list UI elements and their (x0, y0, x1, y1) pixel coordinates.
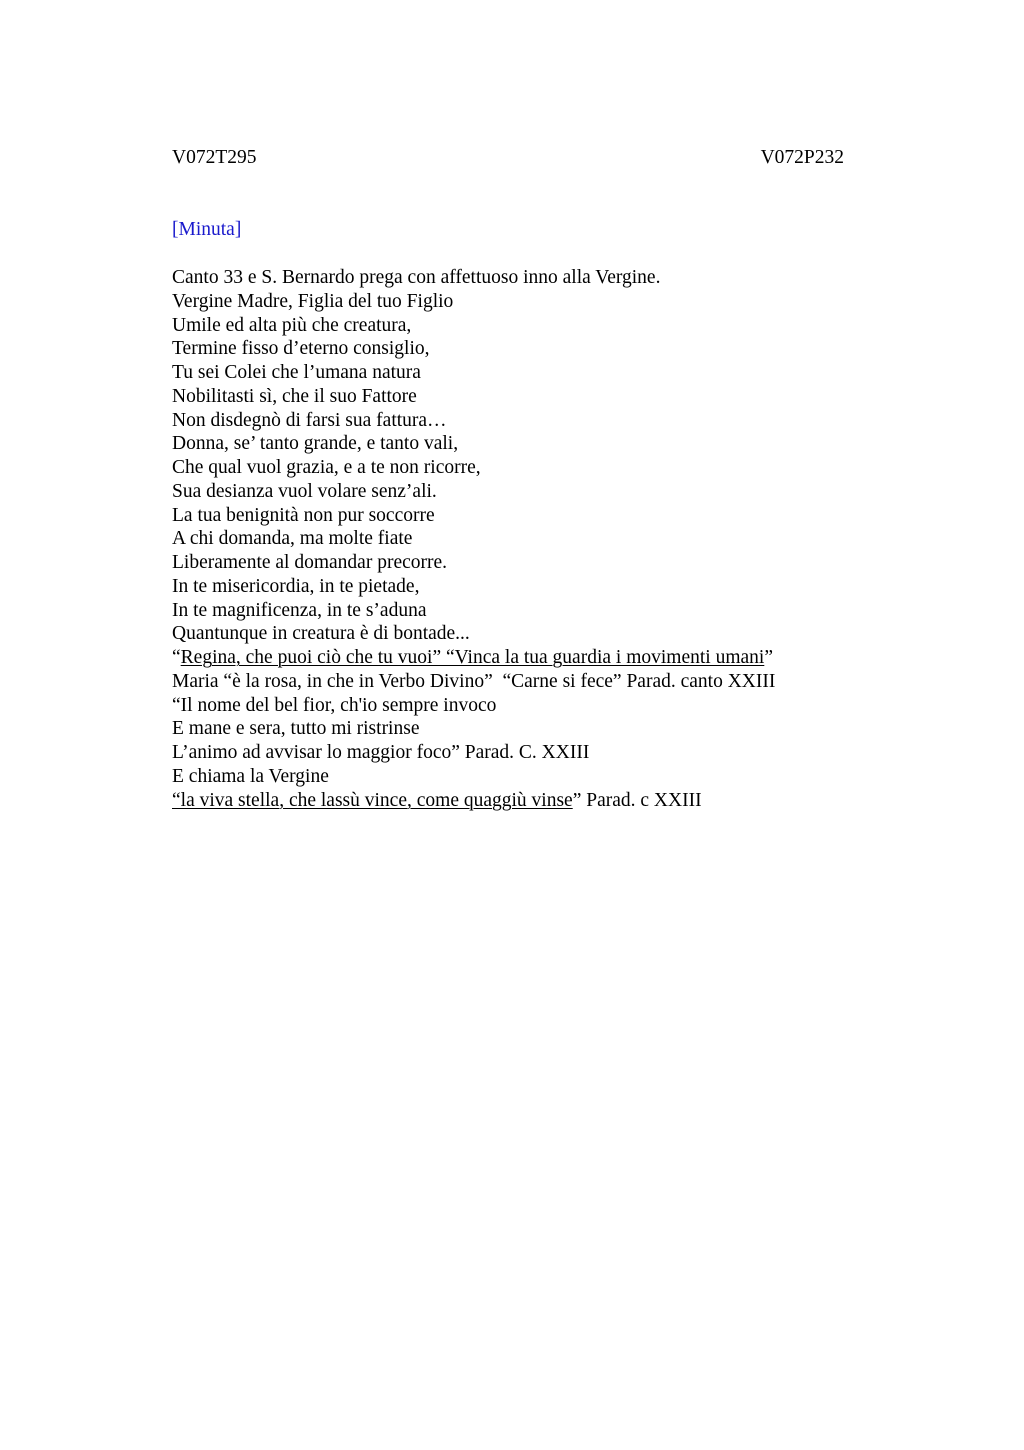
text-body (172, 266, 892, 812)
text-line: Sua desianza vuol volare senz’ali. (172, 480, 437, 502)
text-line: E mane e sera, tutto mi ristrinse (172, 718, 420, 740)
text-line: Quantunque in creatura è di bontade... (172, 623, 470, 645)
text-line: Liberamente al domandar precorre. (172, 552, 448, 573)
document-code-left: V072T295 (172, 147, 257, 168)
underlined-quote: Regina, che puoi ciò che tu vuoi” “Vinca la tua guardia i movimenti umani (180, 647, 765, 668)
text-line: “Il nome del bel fior, ch'io sempre invoco (172, 694, 497, 716)
text-line: Donna, se’ tanto grande, e tanto vali, (172, 433, 459, 455)
page-header (172, 146, 844, 172)
text-line: In te magnificenza, in te s’aduna (172, 599, 427, 621)
text-line: La tua benignità non pur soccorre (172, 504, 435, 526)
text-line: Termine fisso d’eterno consiglio, (172, 338, 430, 360)
text-line: Tu sei Colei che l’umana natura (172, 362, 421, 383)
text-line: Vergine Madre, Figlia del tuo Figlio (172, 290, 454, 312)
text-line: Nobilitasti sì, che il suo Fattore (172, 385, 417, 407)
minuta-label: [Minuta] (172, 219, 242, 240)
text-line: E chiama la Vergine (172, 765, 329, 787)
text-line: In te misericordia, in te pietade, (172, 575, 420, 597)
text-line: Umile ed alta più che creatura, (172, 314, 412, 336)
text-line: A chi domanda, ma molte fiate (172, 528, 413, 550)
text-line: L’animo ad avvisar lo maggior foco” Parad. C. XXIII (172, 742, 590, 763)
text-line-quote-stella: “la viva stella, che lassù vince, come quaggiù vinse” Parad. c XXIII (172, 789, 702, 811)
text-line-quote-regina: “Regina, che puoi ciò che tu vuoi” “Vinca la tua guardia i movimenti umani” (172, 647, 773, 668)
text-line: Maria “è la rosa, in che in Verbo Divino” “Carne si fece” Parad. canto XXIII (172, 670, 776, 692)
document-code-right: V072P232 (760, 147, 844, 168)
text-line: Che qual vuol grazia, e a te non ricorre, (172, 457, 481, 478)
underlined-quote: “la viva stella, che lassù vince, come quaggiù vinse (172, 789, 573, 811)
text-line: Non disdegnò di farsi sua fattura… (172, 409, 447, 431)
text-line: Canto 33 e S. Bernardo prega con affettuoso inno alla Vergine. (172, 267, 661, 288)
